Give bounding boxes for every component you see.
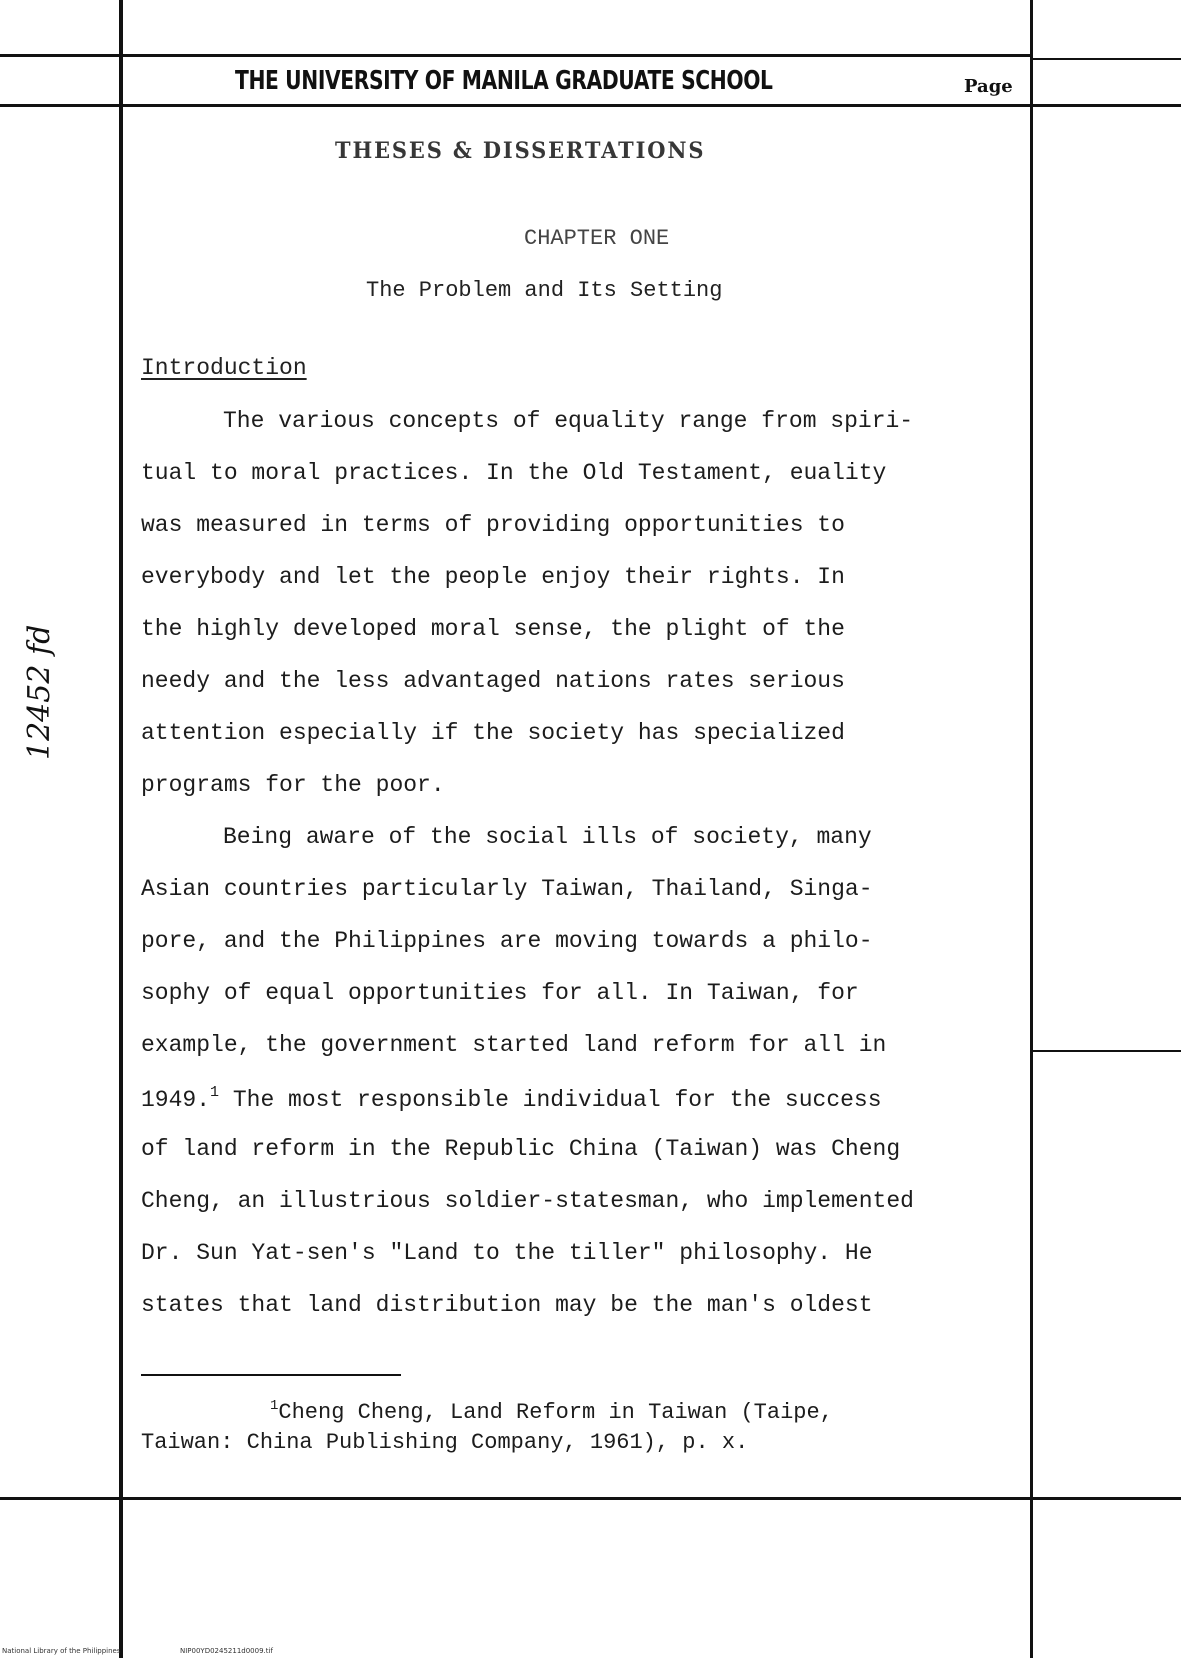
page-label: Page — [964, 76, 1013, 97]
left-margin-rule — [119, 0, 123, 1658]
body-line: needy and the less advantaged nations rates serious — [141, 668, 845, 694]
library-credit: National Library of the Philippines — [2, 1647, 121, 1655]
body-line: tual to moral practices. In the Old Testament, euality — [141, 460, 887, 486]
body-line: pore, and the Philippines are moving towards a philo- — [141, 928, 873, 954]
body-line: the highly developed moral sense, the plight of the — [141, 616, 845, 642]
header-title: THE UNIVERSITY OF MANILA GRADUATE SCHOOL — [235, 66, 773, 96]
body-line: of land reform in the Republic China (Taiwan) was Cheng — [141, 1136, 901, 1162]
body-line: was measured in terms of providing opportunities to — [141, 512, 845, 538]
chapter-number: CHAPTER ONE — [524, 226, 670, 251]
body-line: states that land distribution may be the man's oldest — [141, 1292, 873, 1318]
scan-file-name: NIP00YD0245211d0009.tif — [180, 1647, 273, 1655]
header-top-rule — [0, 54, 1030, 57]
year-continuation: The most responsible individual for the success — [219, 1087, 882, 1113]
body-line: Dr. Sun Yat-sen's "Land to the tiller" philosophy. He — [141, 1240, 873, 1266]
body-line: Asian countries particularly Taiwan, Thailand, Singa- — [141, 876, 873, 902]
section-heading: Introduction — [141, 355, 307, 381]
footnote-text: Cheng Cheng, Land Reform in Taiwan (Taipe, — [278, 1400, 833, 1425]
footnote-reference: 1 — [210, 1084, 220, 1101]
footer-rule — [0, 1497, 1181, 1500]
body-line: programs for the poor. — [141, 772, 445, 798]
header-bottom-rule — [0, 104, 1181, 107]
year-text: 1949. — [141, 1087, 211, 1113]
right-side-rule — [1033, 1050, 1181, 1052]
body-line — [141, 1084, 882, 1114]
footnote-marker: 1 — [270, 1398, 279, 1414]
body-line: example, the government started land reform for all in — [141, 1032, 887, 1058]
footnote-line — [270, 1398, 833, 1425]
body-line: Being aware of the social ills of society, many — [223, 824, 872, 850]
body-line: everybody and let the people enjoy their rights. In — [141, 564, 845, 590]
handwritten-annotation: 12452 fd — [22, 624, 57, 760]
body-line: attention especially if the society has specialized — [141, 720, 845, 746]
footnote-separator — [141, 1374, 401, 1376]
header-top-rule-right — [1033, 58, 1181, 60]
footnote-line: Taiwan: China Publishing Company, 1961), p. x. — [141, 1430, 749, 1455]
right-margin-rule — [1030, 0, 1033, 1658]
theses-stamp: THESES & DISSERTATIONS — [335, 138, 706, 164]
body-line: sophy of equal opportunities for all. In Taiwan, for — [141, 980, 859, 1006]
body-line: Cheng, an illustrious soldier-statesman, who implemented — [141, 1188, 914, 1214]
chapter-title: The Problem and Its Setting — [366, 278, 723, 303]
body-line: The various concepts of equality range from spiri- — [223, 408, 914, 434]
